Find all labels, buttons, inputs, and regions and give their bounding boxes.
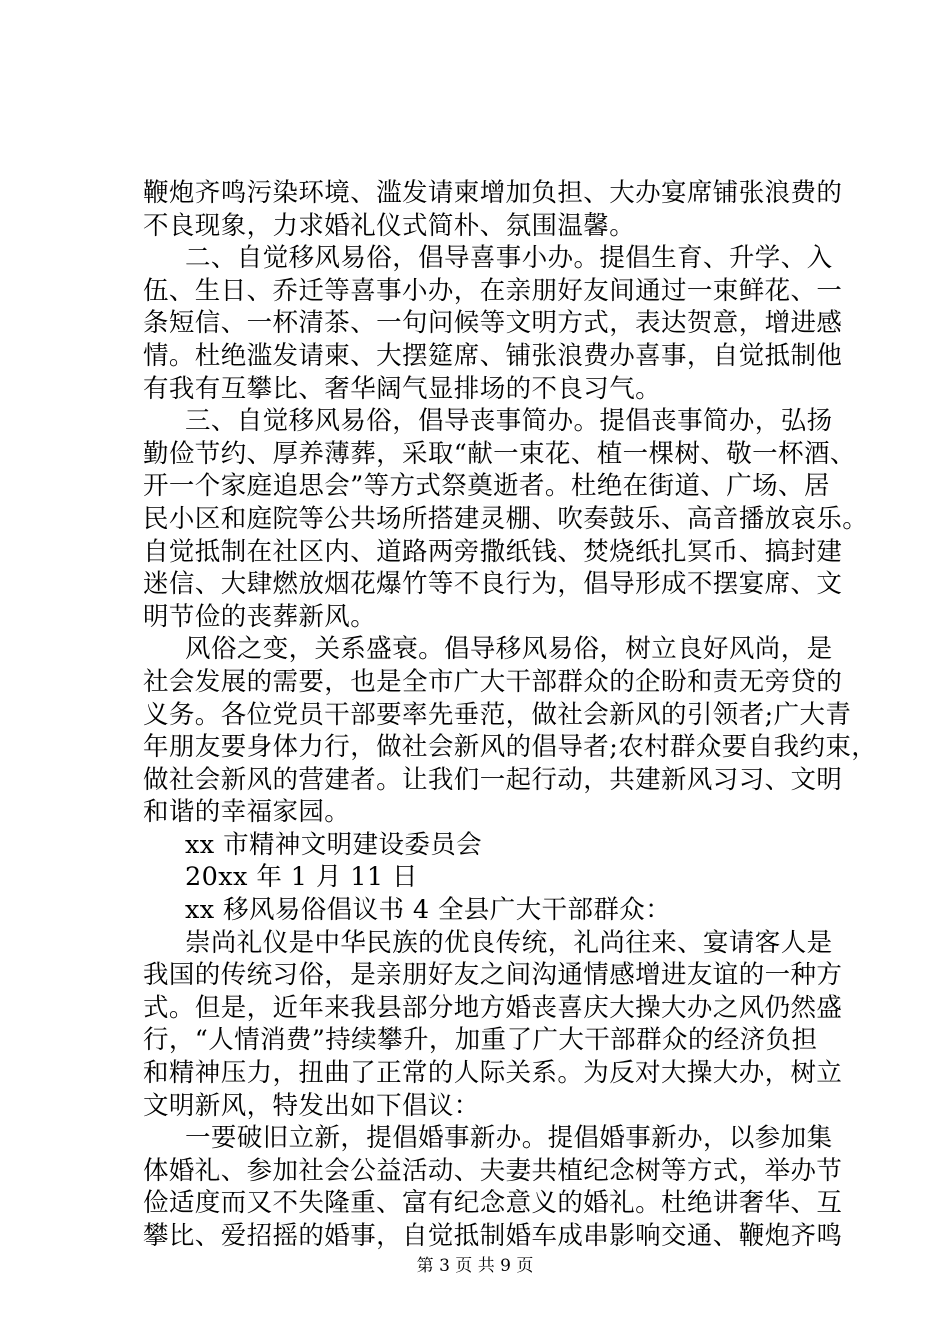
text-line: 风俗之变，关系盛衰。倡导移风易俗，树立良好风尚，是 [185,634,833,665]
text-line: 和谐的幸福家园。 [143,797,351,828]
text-line: 行，“人情消费”持续攀升，加重了广大干部群众的经济负担 [143,1025,818,1056]
text-line: 俭适度而又不失隆重、富有纪念意义的婚礼。杜绝讲奢华、互 [143,1188,843,1219]
text-line: 式。但是，近年来我县部分地方婚丧喜庆大操大办之风仍然盛 [143,992,843,1023]
text-line: 自觉抵制在社区内、道路两旁撒纸钱、焚烧纸扎冥币、搞封建 [143,536,843,567]
text-line: 二、自觉移风易俗，倡导喜事小办。提倡生育、升学、入 [185,243,833,274]
text-line: 年朋友要身体力行，做社会新风的倡导者;农村群众要自我约束， [143,732,878,763]
text-line: 文明新风，特发出如下倡议： [143,1090,480,1121]
text-line: 三、自觉移风易俗，倡导丧事简办。提倡丧事简办，弘扬 [185,406,833,437]
text-line: 明节俭的丧葬新风。 [143,601,377,632]
text-line: 和精神压力，扭曲了正常的人际关系。为反对大操大办，树立 [143,1058,843,1089]
text-line: xx 移风易俗倡议书 4 全县广大干部群众： [185,895,672,926]
text-line: 条短信、一杯清茶、一句问候等文明方式，表达贺意，增进感 [143,308,843,339]
text-line: 体婚礼、参加社会公益活动、夫妻共植纪念树等方式，举办节 [143,1155,843,1186]
text-line: 迷信、大肆燃放烟花爆竹等不良行为，倡导形成不摆宴席、文 [143,569,843,600]
text-line: 社会发展的需要，也是全市广大干部群众的企盼和责无旁贷的 [143,666,843,697]
text-line: 我国的传统习俗，是亲朋好友之间沟通情感增进友谊的一种方 [143,960,843,991]
text-line: 不良现象，力求婚礼仪式简朴、氛围温馨。 [143,210,636,241]
text-line: 攀比、爱招摇的婚事，自觉抵制婚车成串影响交通、鞭炮齐鸣 [143,1221,843,1251]
text-line: 伍、生日、乔迁等喜事小办，在亲朋好友间通过一束鲜花、一 [143,275,843,306]
text-line: 勤俭节约、厚养薄葬，采取“献一束花、植一棵树、敬一杯酒、 [143,438,856,469]
text-line: 做社会新风的营建者。让我们一起行动，共建新风习习、文明 [143,764,843,795]
document-body [143,177,878,1253]
text-line: 有我有互攀比、奢华阔气显排场的不良习气。 [143,373,662,404]
text-line: 情。杜绝滥发请柬、大摆筵席、铺张浪费办喜事，自觉抵制他 [143,340,843,371]
text-line: 开一个家庭追思会”等方式祭奠逝者。杜绝在街道、广场、居 [143,471,830,502]
text-line: xx 市精神文明建设委员会 [185,829,483,860]
text-line: 20xx 年 1 月 11 日 [185,862,418,893]
text-line: 一要破旧立新，提倡婚事新办。提倡婚事新办，以参加集 [185,1123,833,1154]
page-footer: 第 3 页 共 9 页 [416,1256,534,1276]
text-line: 民小区和庭院等公共场所搭建灵棚、吹奏鼓乐、高音播放哀乐。 [143,503,869,534]
text-line: 鞭炮齐鸣污染环境、滥发请柬增加负担、大办宴席铺张浪费的 [143,178,843,208]
text-line: 崇尚礼仪是中华民族的优良传统，礼尚往来、宴请客人是 [185,927,833,958]
text-line: 义务。各位党员干部要率先垂范，做社会新风的引领者;广大青 [143,699,852,730]
